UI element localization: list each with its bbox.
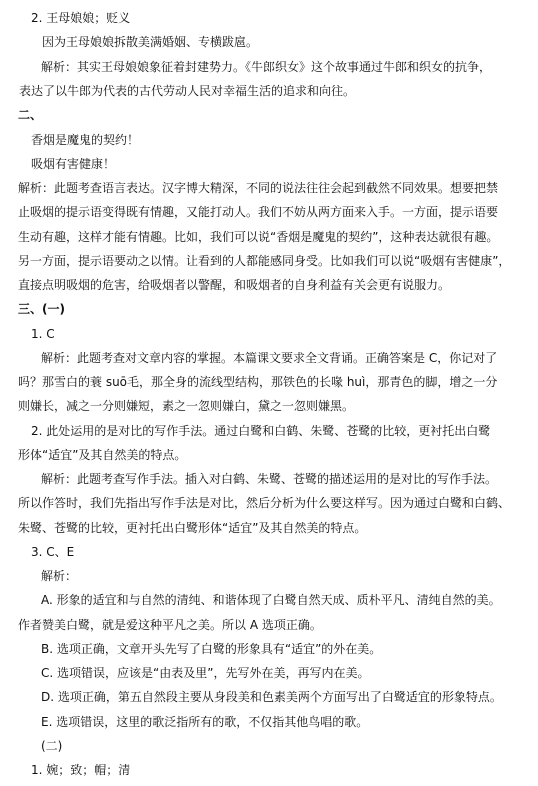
option-analysis: D. 选项正确，第五自然段主要从身段美和色素美两个方面写出了白鹭适宜的形象特点。	[41, 690, 502, 704]
answer-2-line: 形体“适宜”及其自然美的特点。	[18, 448, 187, 462]
option-analysis: E. 选项错误，这里的歌泛指所有的歌，不仅指其他鸟唱的歌。	[41, 715, 369, 729]
answer-1-line: 1. 婉；致；帽；清	[31, 763, 131, 777]
answer-3-line: 3. C、E	[31, 545, 75, 559]
option-analysis: 作者赞美白鹭，就是爱这种平凡之美。所以 A 选项正确。	[18, 618, 322, 632]
answer-1-line: 1. C	[31, 327, 55, 341]
answer-2-reason: 因为王母娘娘拆散美满婚姻、专横跋扈。	[42, 35, 259, 49]
answer-2-line: 2. 王母娘娘；贬义	[31, 11, 131, 25]
answer-slogan: 吸烟有害健康！	[31, 157, 116, 171]
analysis-line: 解析：此题考查语言表达。汉字博大精深，不同的说法往往会起到截然不同效果。想要把禁	[18, 181, 499, 195]
option-analysis: B. 选项正确，文章开头先写了白鹭的形象具有“适宜”的外在美。	[41, 642, 382, 656]
analysis-line: 吗？那雪白的蓑 suō毛，那全身的流线型结构，那铁色的长喙 huì，那青色的脚，增之一分	[18, 375, 498, 389]
analysis-line: 解析：其实王母娘娘象征着封建势力。《牛郎织女》这个故事通过牛郎和织女的抗争，	[41, 60, 492, 74]
analysis-line: 解析：此题考查对文章内容的掌握。本篇课文要求全文背诵。正确答案是 C，你记对了	[41, 351, 498, 365]
analysis-line: 另一方面，提示语要动之以情。让看到的人都能感同身受。比如我们可以说“吸烟有害健康”，	[18, 254, 511, 268]
analysis-line: 直接点明吸烟的危害，给吸烟者以警醒，和吸烟者的自身利益有关会更有说服力。	[18, 278, 451, 292]
analysis-line: 生动有趣，这样才能有情趣。比如，我们可以说“香烟是魔鬼的契约”，这种表达就很有趣。	[18, 230, 499, 244]
section-heading: 三、(一)	[18, 302, 65, 316]
answer-2-line: 2. 此处运用的是对比的写作手法。通过白鹭和白鹤、朱鹭、苍鹭的比较，更衬托出白鹭	[31, 424, 491, 438]
section-heading: 二、	[18, 108, 43, 122]
analysis-line: 解析：此题考查写作手法。插入对白鹤、朱鹭、苍鹭的描述运用的是对比的写作手法。	[41, 472, 498, 486]
answer-slogan: 香烟是魔鬼的契约！	[31, 133, 140, 147]
analysis-line: 表达了以牛郎为代表的古代劳动人民对幸福生活的追求和向往。	[19, 84, 356, 98]
subsection-heading: (二)	[41, 739, 63, 753]
analysis-line: 所以作答时，我们先指出写作手法是对比，然后分析为什么要这样写。因为通过白鹭和白鹤、	[18, 496, 511, 510]
option-analysis: C. 选项错误，应该是“由表及里”，先写外在美，再写内在美。	[41, 666, 370, 680]
analysis-line: 朱鹭、苍鹭的比较，更衬托出白鹭形体“适宜”及其自然美的特点。	[18, 521, 367, 535]
analysis-line: 止吸烟的提示语变得既有情趣，又能打动人。我们不妨从两方面来入手。一方面，提示语要	[18, 205, 499, 219]
analysis-label: 解析：	[41, 569, 78, 583]
analysis-line: 则嫌长，减之一分则嫌短，素之一忽则嫌白，黛之一忽则嫌黑。	[18, 399, 355, 413]
option-analysis: A. 形象的适宜和与自然的清纯、和谐体现了白鹭自然天成、质朴平凡、清纯自然的美。	[41, 593, 501, 607]
